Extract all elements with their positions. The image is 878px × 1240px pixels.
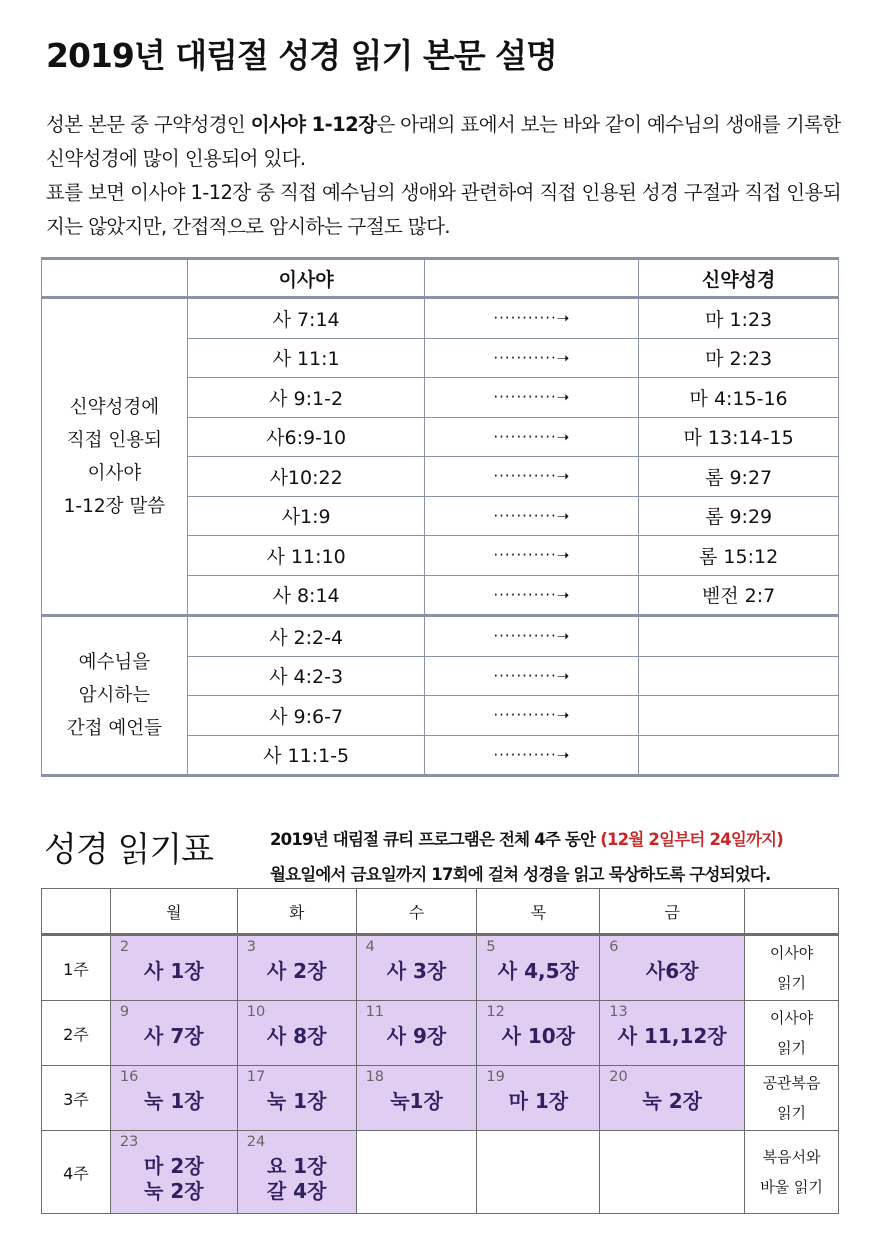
date-number: 11 (365, 1004, 385, 1020)
new-testament-ref: 마 1:23 (639, 298, 839, 339)
arrow-cell: ···········➝ (425, 656, 639, 696)
reading-passage: 사 11,12장 (617, 1024, 727, 1048)
day-cell (110, 1066, 237, 1131)
isaiah-ref: 사 9:1-2 (187, 378, 425, 418)
week-label: 4주 (42, 1131, 111, 1214)
schedule-header-row (42, 889, 839, 935)
reading-passage: 갈 4장 (266, 1179, 327, 1203)
citation-table-body (42, 298, 839, 776)
reading-passage: 사 10장 (501, 1024, 576, 1048)
day-cell (600, 1131, 745, 1214)
date-number: 5 (486, 939, 496, 955)
date-number: 23 (119, 1134, 139, 1150)
date-number: 18 (365, 1069, 385, 1085)
date-number: 13 (609, 1004, 628, 1020)
week-note-line: 이사야 (769, 944, 814, 962)
week-note (745, 1066, 839, 1131)
week-note (745, 935, 839, 1001)
week-note (745, 1001, 839, 1066)
note-date-range: (12월 2일부터 24일까지) (600, 830, 783, 849)
date-number: 24 (246, 1134, 266, 1150)
header-isaiah: 이사야 (187, 259, 425, 298)
isaiah-ref: 사 11:1-5 (187, 735, 425, 776)
day-cell (356, 1066, 477, 1131)
arrow-cell: ···········➝ (425, 536, 639, 576)
reading-passage: 사 7장 (144, 1024, 204, 1048)
new-testament-ref (639, 616, 839, 657)
week-note-line: 읽기 (777, 1104, 807, 1122)
reading-passage: 요 1장 (266, 1154, 327, 1178)
group-label-line: 1-12장 말씀 (63, 495, 166, 517)
day-cell (237, 1001, 356, 1066)
arrow-cell: ···········➝ (425, 457, 639, 497)
intro-part-2: 은 아래의 표에서 보는 바와 같이 예수님의 생애를 기록한 신약성경에 많이 인용되어 있다. (46, 113, 841, 170)
header-week (42, 889, 111, 935)
schedule-table-body (42, 935, 839, 1214)
week-label: 3주 (42, 1066, 111, 1131)
week-note-line: 읽기 (777, 974, 807, 992)
day-cell (110, 1131, 237, 1214)
reading-passage: 눅 1장 (266, 1089, 327, 1113)
isaiah-ref: 사10:22 (187, 457, 425, 497)
date-number (600, 1131, 744, 1152)
date-number: 19 (486, 1069, 505, 1085)
header-day: 화 (237, 889, 356, 935)
header-day: 수 (356, 889, 477, 935)
isaiah-ref: 사 11:10 (187, 536, 425, 576)
date-number: 2 (119, 939, 130, 955)
reading-passage: 사 9장 (386, 1024, 447, 1048)
date-number: 10 (246, 1004, 266, 1020)
arrow-cell: ···········➝ (425, 616, 639, 657)
week-note-line: 복음서와 (762, 1148, 821, 1166)
arrow-cell: ···········➝ (425, 298, 639, 339)
day-cell (356, 1131, 477, 1214)
week-note-line: 이사야 (769, 1009, 814, 1027)
date-number: 12 (486, 1004, 505, 1020)
arrow-cell: ···········➝ (425, 575, 639, 616)
new-testament-ref: 롬 9:29 (639, 496, 839, 536)
day-cell (237, 1066, 356, 1131)
intro-text (46, 108, 846, 244)
group-label-line: 암시하는 (78, 685, 151, 706)
day-cell (600, 1001, 745, 1066)
week-row (42, 1001, 839, 1066)
reading-schedule-title: 성경 읽기표 (44, 830, 214, 870)
week-note-line: 바울 읽기 (760, 1178, 823, 1196)
week-row (42, 1131, 839, 1214)
isaiah-ref: 사 8:14 (187, 575, 425, 616)
new-testament-ref: 마 13:14-15 (639, 417, 839, 457)
date-number: 4 (365, 939, 375, 955)
arrow-cell: ···········➝ (425, 378, 639, 418)
week-note-line: 공관복음 (762, 1074, 821, 1092)
header-day: 금 (600, 889, 745, 935)
day-cell (477, 1066, 600, 1131)
week-label: 1주 (42, 935, 111, 1001)
date-number (477, 1131, 599, 1152)
header-group (42, 259, 188, 298)
day-cell (356, 1001, 477, 1066)
intro-highlight: 이사야 1-12장 (250, 113, 377, 136)
date-number: 17 (246, 1069, 266, 1085)
date-number: 16 (119, 1069, 139, 1085)
isaiah-ref: 사 4:2-3 (187, 656, 425, 696)
group-label-line: 이사야 (87, 462, 142, 484)
new-testament-ref: 롬 15:12 (639, 536, 839, 576)
reading-passage: 눅 2장 (642, 1089, 702, 1113)
header-note (745, 889, 839, 935)
reading-passage: 사 8장 (266, 1024, 327, 1048)
reading-passage: 사 3장 (386, 959, 447, 983)
day-cell (237, 935, 356, 1001)
header-arrow (425, 259, 639, 298)
page-title: 2019년 대림절 성경 읽기 본문 설명 (46, 36, 557, 75)
header-day: 월 (110, 889, 237, 935)
table-row (42, 298, 839, 339)
reading-passage: 마 2장 (144, 1154, 204, 1178)
date-number: 6 (609, 939, 619, 955)
schedule-note (270, 822, 783, 892)
day-cell (110, 935, 237, 1001)
day-cell (356, 935, 477, 1001)
day-cell (600, 1066, 745, 1131)
new-testament-ref: 벧전 2:7 (639, 575, 839, 616)
new-testament-ref (639, 735, 839, 776)
group-label-line: 신약성경에 (69, 396, 160, 418)
header-day: 목 (477, 889, 600, 935)
reading-passage: 눅1장 (390, 1089, 443, 1113)
isaiah-ref: 사 7:14 (187, 298, 425, 339)
week-row (42, 935, 839, 1001)
note-line-2: 월요일에서 금요일까지 17회에 걸쳐 성경을 읽고 묵상하도록 구성되었다. (270, 865, 771, 884)
day-cell (110, 1001, 237, 1066)
date-number: 9 (119, 1004, 130, 1020)
new-testament-ref: 마 4:15-16 (639, 378, 839, 418)
day-cell (477, 935, 600, 1001)
group-label (42, 616, 188, 776)
new-testament-ref (639, 656, 839, 696)
group-label (42, 298, 188, 616)
arrow-cell: ···········➝ (425, 496, 639, 536)
reading-passage: 사 4,5장 (497, 959, 579, 983)
group-label-line: 간접 예언들 (66, 718, 163, 739)
arrow-cell: ···········➝ (425, 735, 639, 776)
table-header-row (42, 259, 839, 298)
group-label-line: 예수님을 (78, 652, 151, 673)
isaiah-ref: 사6:9-10 (187, 417, 425, 457)
week-note (745, 1131, 839, 1214)
isaiah-ref: 사 2:2-4 (187, 616, 425, 657)
day-cell (600, 935, 745, 1001)
reading-passage: 눅 2장 (144, 1179, 204, 1203)
isaiah-citation-table (41, 257, 839, 777)
date-number (357, 1131, 477, 1152)
day-cell (477, 1001, 600, 1066)
new-testament-ref (639, 696, 839, 736)
date-number: 20 (609, 1069, 628, 1085)
week-label: 2주 (42, 1001, 111, 1066)
isaiah-ref: 사 9:6-7 (187, 696, 425, 736)
week-row (42, 1066, 839, 1131)
new-testament-ref: 롬 9:27 (639, 457, 839, 497)
reading-passage: 사6장 (645, 959, 699, 983)
reading-schedule-table (41, 888, 839, 1214)
group-label-line: 직접 인용되 (66, 429, 163, 451)
table-row (42, 616, 839, 657)
reading-passage: 눅 1장 (144, 1089, 204, 1113)
header-new-testament: 신약성경 (639, 259, 839, 298)
arrow-cell: ···········➝ (425, 338, 639, 378)
arrow-cell: ···········➝ (425, 696, 639, 736)
isaiah-ref: 사 11:1 (187, 338, 425, 378)
intro-part-1: 성본 본문 중 구약성경인 (46, 113, 251, 136)
intro-paragraph-2: 표를 보면 이사야 1-12장 중 직접 예수님의 생애와 관련하여 직접 인용된 성경 구절과 직접 인용되지는 않았지만, 간접적으로 암시하는 구절도 많다. (46, 181, 842, 238)
reading-passage: 사 2장 (266, 959, 327, 983)
day-cell (477, 1131, 600, 1214)
new-testament-ref: 마 2:23 (639, 338, 839, 378)
date-number: 3 (246, 939, 256, 955)
reading-passage: 사 1장 (144, 959, 204, 983)
reading-passage: 마 1장 (508, 1089, 569, 1113)
week-note-line: 읽기 (777, 1039, 807, 1057)
day-cell (237, 1131, 356, 1214)
arrow-cell: ···········➝ (425, 417, 639, 457)
isaiah-ref: 사1:9 (187, 496, 425, 536)
note-line-1: 2019년 대림절 큐티 프로그램은 전체 4주 동안 (270, 830, 601, 849)
